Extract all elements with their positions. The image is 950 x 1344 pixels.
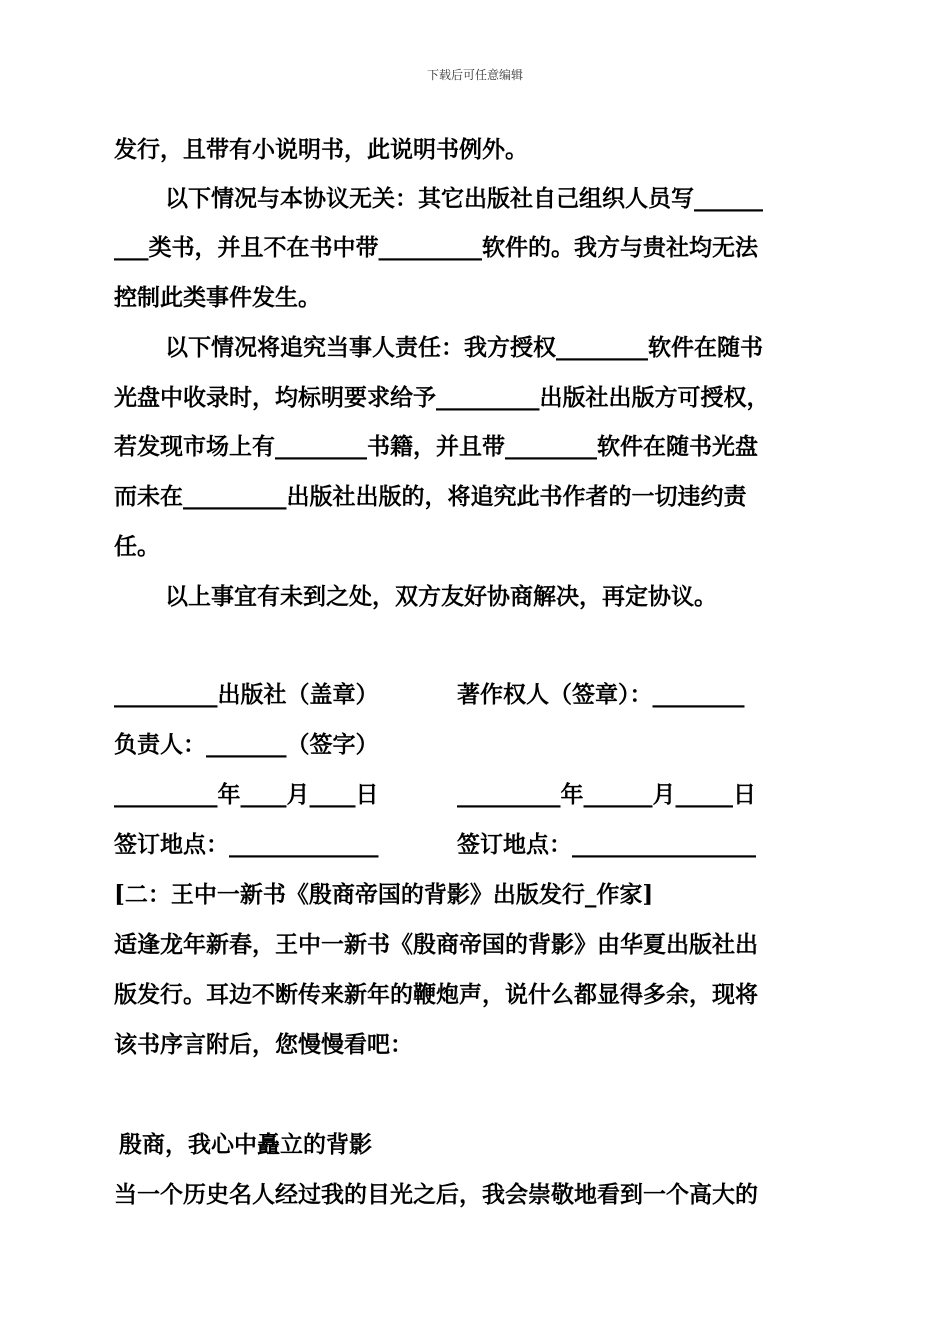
signature-responsible: 负责人：_______（签字） xyxy=(114,731,379,758)
signature-date-right: _________年______月_____日 xyxy=(457,781,756,808)
intro-line: 适逢龙年新春，王中一新书《殷商帝国的背影》由华夏出版社出 xyxy=(114,931,758,958)
section-title: [二：王中一新书《殷商帝国的背影》出版发行_作家] xyxy=(114,881,654,908)
signature-publisher: _________出版社（盖章） xyxy=(114,681,379,708)
body-line: 当一个历史名人经过我的目光之后，我会崇敬地看到一个高大的 xyxy=(114,1181,758,1208)
signature-author: 著作权人（签章）：________ xyxy=(457,681,745,708)
signature-date-left: _________年____月____日 xyxy=(114,781,379,808)
signature-place-left: 签订地点：_____________ xyxy=(114,831,379,858)
body-line: 而未在_________出版社出版的，将追究此书作者的一切违约责 xyxy=(114,483,747,510)
body-line: 任。 xyxy=(114,533,160,560)
intro-line: 版发行。耳边不断传来新年的鞭炮声，说什么都显得多余，现将 xyxy=(114,981,758,1008)
body-line: 控制此类事件发生。 xyxy=(114,284,321,311)
body-line: 以上事宜有未到之处，双方友好协商解决，再定协议。 xyxy=(165,583,717,610)
body-line: 光盘中收录时，均标明要求给予_________出版社出版方可授权， xyxy=(114,384,770,411)
page-header: 下载后可任意编辑 xyxy=(426,68,523,82)
section-subtitle: 殷商，我心中矗立的背影 xyxy=(119,1131,372,1158)
signature-place-right: 签订地点：________________ xyxy=(457,831,756,858)
intro-line: 该书序言附后，您慢慢看吧： xyxy=(114,1031,413,1058)
body-line: ___类书，并且不在书中带_________软件的。我方与贵社均无法 xyxy=(114,234,758,261)
body-line: 若发现市场上有________书籍，并且带________软件在随书光盘 xyxy=(114,433,758,460)
body-line: 以下情况将追究当事人责任：我方授权________软件在随书 xyxy=(165,334,763,361)
body-line: 发行，且带有小说明书，此说明书例外。 xyxy=(114,136,528,163)
body-line: 以下情况与本协议无关：其它出版社自己组织人员写______ xyxy=(165,185,763,212)
